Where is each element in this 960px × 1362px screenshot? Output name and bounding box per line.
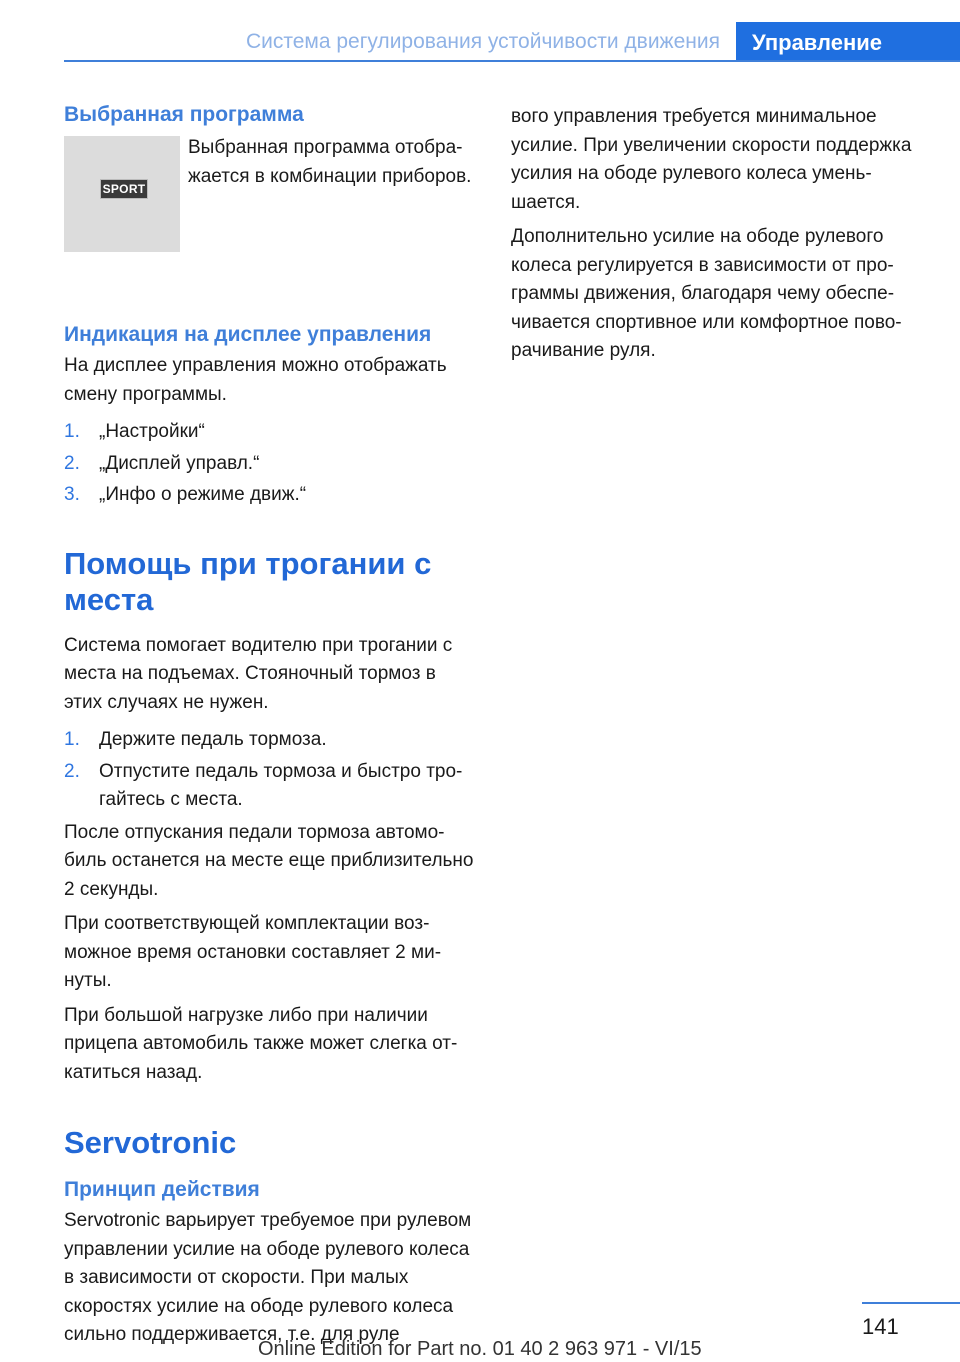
hill-start-text: Система помогает водителю при трогании с места на подъемах. Стояночный тормоз в этих случаях не нужен. [64,634,453,713]
step-text: Держите педаль тормоза. [99,729,327,750]
hill-start-steps [64,726,474,815]
step-text: „Инфо о режиме движ.“ [99,484,307,505]
hill-start-paragraph: После отпускания педали тормоза автомобиль останется на месте еще приблизительно 2 секунды. [64,821,474,900]
running-header-section: Система регулирования устойчивости движения [245,30,720,53]
list-item [64,758,474,815]
hill-start-heading: Помощь при трогании с места [64,545,432,617]
hill-start-paragraph: При большой нагрузке либо при наличии прицепа автомобиль также может слегка откатиться назад. [64,1004,458,1083]
step-text: „Дисплей управл.“ [99,452,260,474]
servotronic-subheading: Принцип действия [64,1178,260,1201]
step-number: 3. [64,484,80,505]
servotronic-text: Servotronic варьирует требуемое при рулевом управлении усилие на ободе рулевого колеса в зависимости от скорости. При малых скоростях усилие на ободе рулевого колеса сильно поддерживается, т.е. для руле [64,1210,472,1345]
step-number: 1. [64,729,80,750]
servotronic-program-text: Дополнительно усилие на ободе рулевого колеса регулируется в зависимости от программы движения, благодаря чему обеспечивается спортивное или комфортное поворачивание руля. [511,226,902,361]
display-text: На дисплее управления можно отображать смену программы. [64,355,447,405]
servotronic-continued-text: вого управления требуется минимальное усилие. При увеличении скорости поддержка усилия на ободе рулевого колеса уменьшается. [511,106,912,213]
display-steps [64,418,474,510]
display-heading: Индикация на дисплее управления [64,323,432,346]
servotronic-heading: Servotronic [64,1125,237,1160]
sport-indicator-image [64,136,180,252]
list-item [64,726,474,755]
selected-program-text: Выбранная программа отображается в комбинации приборов. [188,137,472,187]
header-rule [64,60,960,62]
edition-note: Online Edition for Part no. 01 40 2 963 971 - VI/15 [258,1338,702,1360]
running-header-chapter: Управление [736,22,960,62]
step-number: 2. [64,760,80,782]
step-number: 1. [64,421,80,442]
step-number: 2. [64,452,80,474]
list-item [64,418,474,447]
hill-start-paragraph: При соответствующей комплектации возможное время остановки составляет 2 минуты. [64,913,442,991]
selected-program-block [64,136,474,296]
sport-badge: SPORT [100,179,148,199]
footer-rule [862,1302,960,1304]
right-column [511,103,931,366]
step-text: „Настройки“ [99,421,205,442]
left-column [64,100,474,1350]
step-text: Отпустите педаль тормоза и быстро трогайтесь с места. [99,760,463,810]
list-item [64,481,474,510]
page-number: 141 [862,1314,899,1339]
list-item [64,450,474,479]
selected-program-heading: Выбранная программа [64,103,304,126]
